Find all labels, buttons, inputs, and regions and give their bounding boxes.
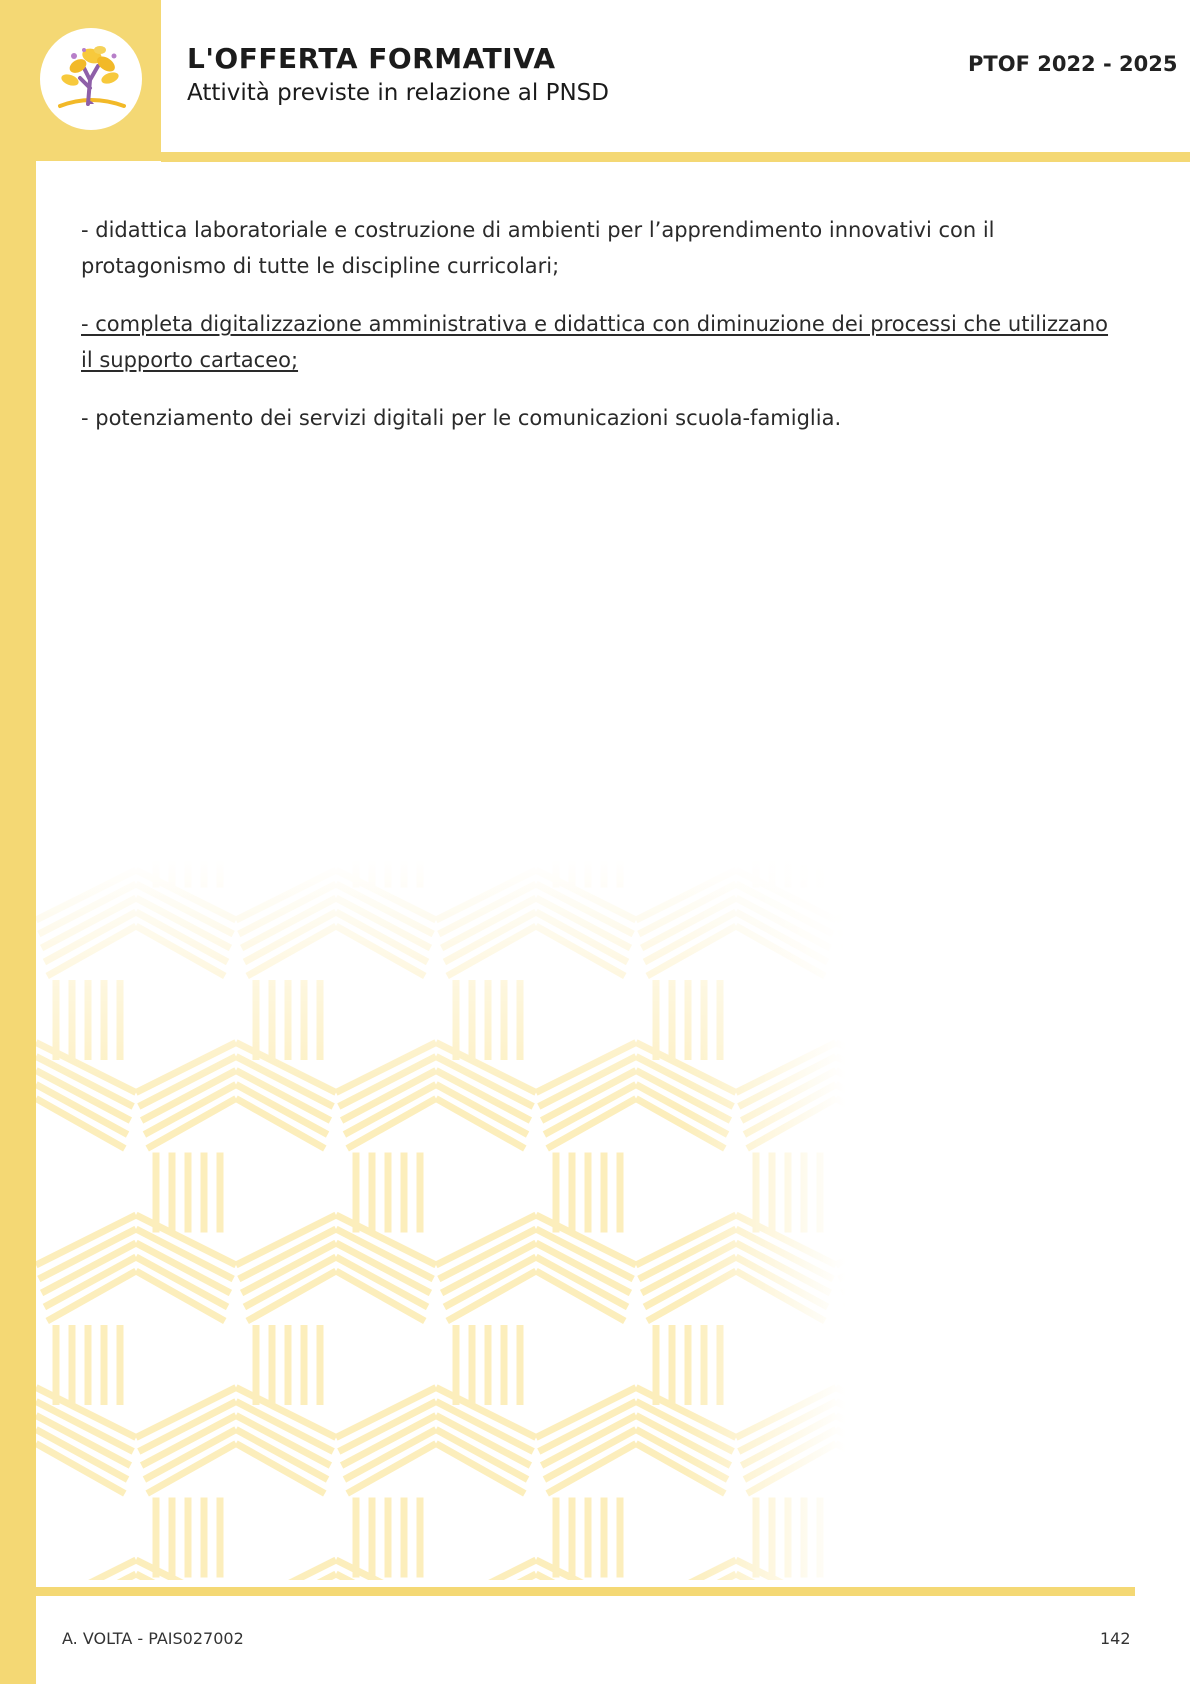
paragraph-laboratorial: - didattica laboratoriale e costruzione di ambienti per l’apprendimento innovativi con il protagonismo di tutte le discipline curricolari;: [81, 218, 995, 278]
content-body: [81, 212, 1121, 458]
footer-rule: [36, 1587, 1135, 1596]
ptof-label: PTOF 2022 - 2025: [968, 52, 1178, 76]
tree-logo-icon: [40, 28, 142, 130]
logo-block: [0, 0, 161, 161]
background-pattern: [36, 860, 846, 1580]
page-subtitle: Attività previste in relazione al PNSD: [187, 80, 609, 106]
paragraph-digitalization: - completa digitalizzazione amministrativa e didattica con diminuzione dei processi che utilizzano il supporto cartaceo;: [81, 312, 1109, 372]
header-rule: [161, 152, 1190, 162]
page-title: L'OFFERTA FORMATIVA: [187, 42, 556, 75]
footer-school: A. VOLTA - PAIS027002: [62, 1629, 244, 1648]
page-number: 142: [1100, 1629, 1131, 1648]
left-accent-bar: [0, 0, 36, 1684]
paragraph-digital-services: - potenziamento dei servizi digitali per le comunicazioni scuola-famiglia.: [81, 406, 842, 430]
